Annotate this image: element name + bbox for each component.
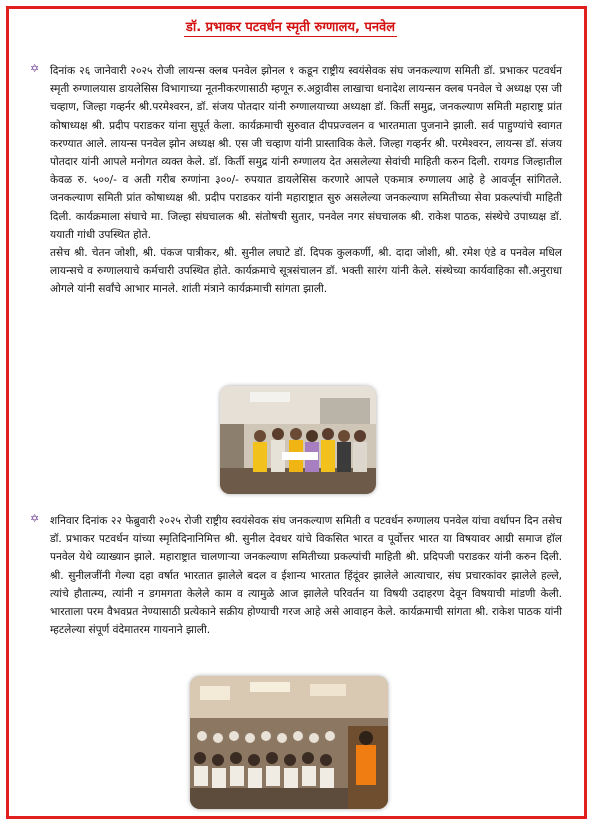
star-bullet-icon: ✡ xyxy=(30,512,40,525)
page-title: डॉ. प्रभाकर पटवर्धन स्मृती रुग्णालय, पनवेल xyxy=(184,17,397,37)
news-item-1-paragraph-1: दिनांक २६ जानेवारी २०२५ रोजी लायन्स क्लब पनवेल झोनल १ कडून राष्ट्रीय स्वयंसेवक संघ जनकल्याण समिती डॉ. प्रभाकर पटवर्धन स्मृती रुग्णालयास डायलेसिस विभागाच्या नूतनीकरणासाठी म्हणून रु.अठ्ठावीस लाखाचा धनादेश लायन्सन क्लब पनवेल चे अध्यक्ष एस जी चव्हाण, जिल्हा गव्हर्नर श्री.परमेश्वरन, डॉ. संजय पोतदार यांनी रुग्णालयाच्या अध्यक्षा डॉ. किर्ती समुद्र, जनकल्याण समिती महाराष्ट्र प्रांत कोषाध्यक्ष श्री. प्रदीप पराडकर यांना सुपूर्त केला. कार्यक्रमाची सुरुवात दीपप्रज्वलन व भारतमाता पुजनाने झाली. सर्व पाहुण्यांचे स्वागत करण्यात आले. लायन्स पनवेल झोन अध्यक्ष श्री. एस जी चव्हाण यांनी प्रास्ताविक केले. जिल्हा गव्हर्नर श्री. परमेश्वरन, लायन्स डॉ. संजय पोतदार यांनी आपले मनोगत व्यक्त केले. डॉ. किर्ती समुद्र यांनी रुग्णालय देत असलेल्या सेवांची माहिती करुन दिली. रायगड जिल्हातील केवळ रु. ५००/- व अती गरीब रुग्णांना ३००/- रुपयात डायलेसिस करणारे आपले एकमात्र रुग्णालय आहे हे आवर्जून सांगितले. जनकल्याण समिती प्रांत कोषाध्यक्ष श्री. प्रदीप पराडकर यांनी महाराष्ट्रात सुरु असलेल्या जनकल्याण समितीच्या सेवा प्रकल्पांची माहिती दिली. कार्यक्रमाला संघाचे मा. जिल्हा संघचालक श्री. संतोषची सुतार, पनवेल नगर संघचालक श्री. राकेश पाठक, संस्थेचे उपाध्यक्ष डॉ. ययाती गांधी उपस्थित होते. xyxy=(50,65,562,241)
news-item-1 xyxy=(50,62,562,299)
news-item-2-paragraph-1: शनिवार दिनांक २२ फेब्रुवारी २०२५ रोजी राष्ट्रीय स्वयंसेवक संघ जनकल्याण समिती व पटवर्धन रुग्णालय पनवेल यांचा वर्धापन दिन तसेच डॉ. प्रभाकर पटवर्धन यांच्या स्मृतिदिनानिमित्त श्री. सुनील देवधर यांचे विकसित भारत व पूर्वोत्तर भारत या विषयावर आग्री समाज हॉल पनवेल येथे व्याख्यान झाले. महाराष्ट्रात चालणाऱ्या जनकल्याण समितीच्या प्रकल्पांची माहिती श्री. प्रदिपजी पराडकर यांनी करुन दिली. श्री. सुनीलजींनी गेल्या दहा वर्षात भारतात झालेले बदल व ईशान्य भारतात हिंदूंवर झालेले आत्याचार, संघ प्रचारकांवर झालेले हल्ले, त्यांचे हौतात्म्य, त्यांनी न डगमगता केलेले काम व त्यामुळे आज झालेले परिवर्तन या विषयी उदाहरण देवून विषयाची मांडणी केली. भारताला परम वैभवप्रत नेण्यासाठी प्रत्येकाने सक्रीय होण्याची गरज आहे असे आवाहन केले. कार्यक्रमाची सांगता श्री. राकेश पाठक यांनी म्हटलेल्या संपूर्ण वंदेमातरम गायनाने झाली. xyxy=(50,515,562,637)
star-bullet-icon: ✡ xyxy=(30,62,40,75)
title-container xyxy=(0,16,581,37)
event-photo-lecture-hall xyxy=(190,676,388,809)
event-photo-cheque-handover xyxy=(220,386,376,494)
news-item-1-paragraph-2: तसेच श्री. चेतन जोशी, श्री. पंकज पात्रीकर, श्री. सुनील लघाटे डॉ. दिपक कुलकर्णी, श्री. दादा जोशी, श्री. रमेश एंडे व पनवेल मधिल लायन्सचे व रुग्णालयाचे कर्मचारी उपस्थित होते. कार्यक्रमाचे सूत्रसंचालन डॉ. भक्ती सारंग यांनी केले. संस्थेच्या कार्यवाहिका सौ.अनुराधा ओगले यांनी सर्वांचे आभार मानले. शांती मंत्राने कार्यक्रमाची सांगता झाली. xyxy=(50,247,562,296)
news-item-2 xyxy=(50,512,562,639)
